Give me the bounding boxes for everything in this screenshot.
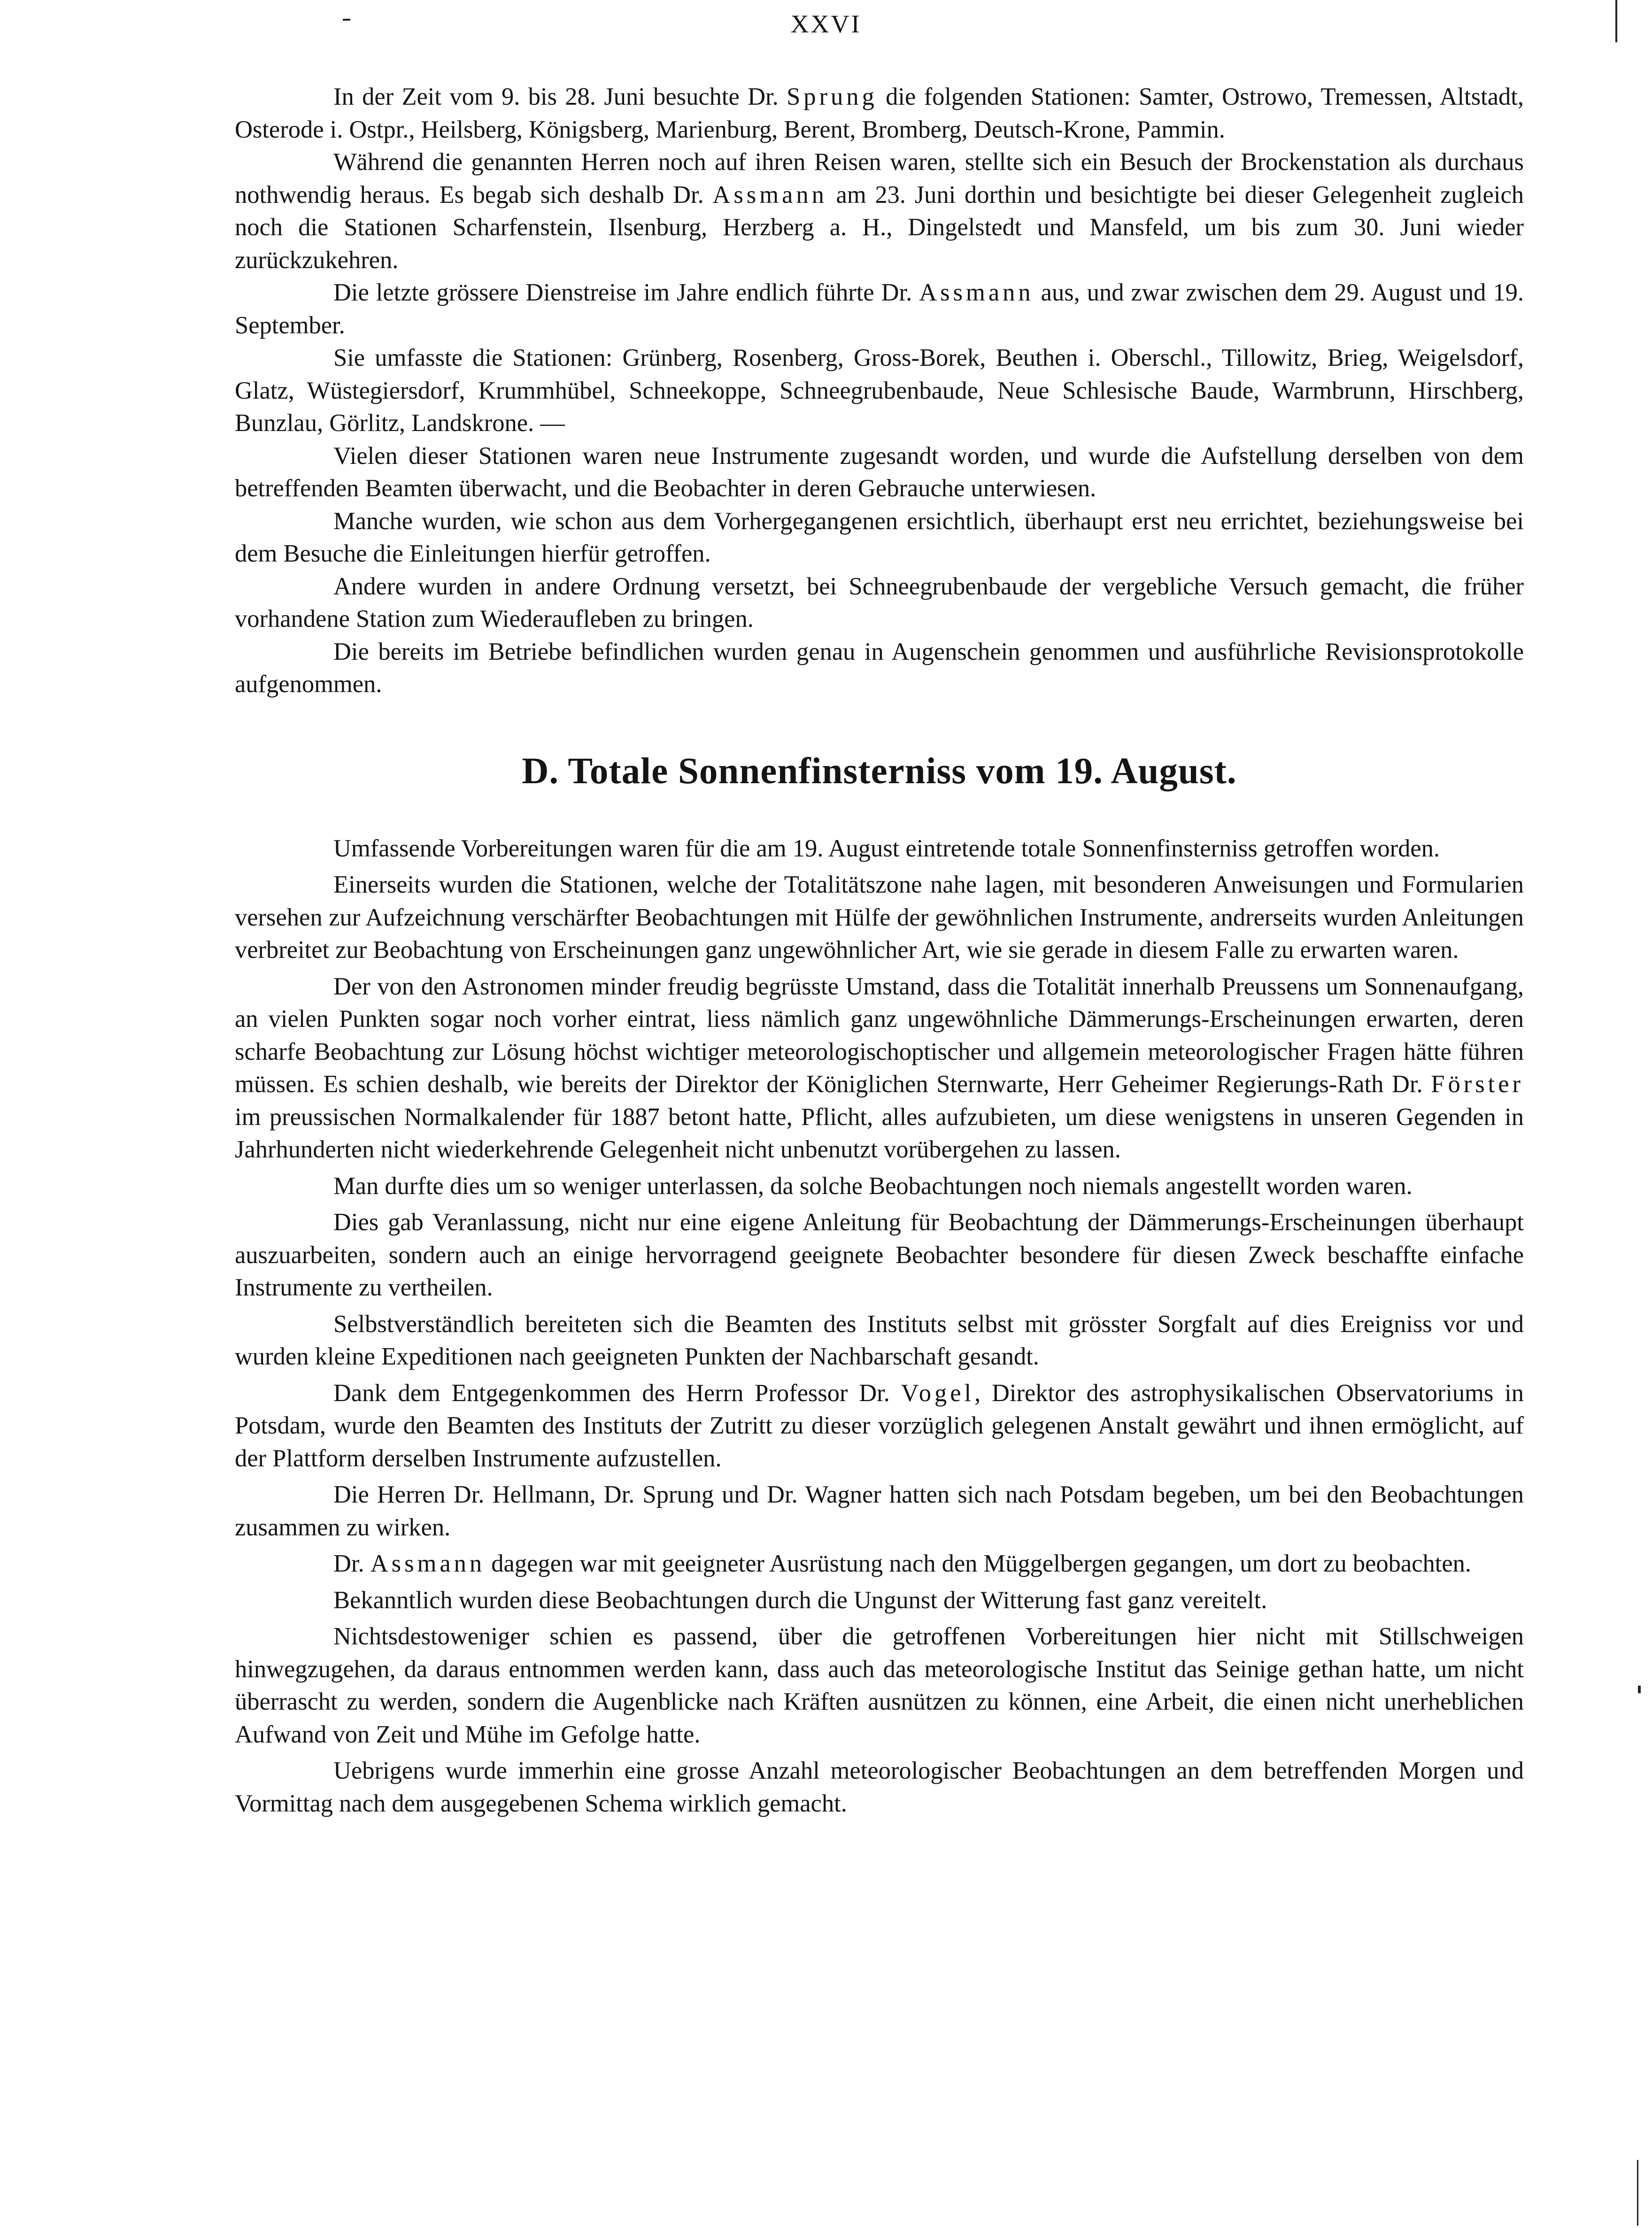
paragraph [235,1479,1524,1544]
text-run: dagegen war mit geeigneter Ausrüstung nach den Müggelbergen gegangen, um dort zu beobachten. [485,1550,1471,1577]
scan-edge-line [1637,2160,1638,2226]
text-run: Manche wurden, wie schon aus dem Vorhergegangenen ersichtlich, überhaupt erst neu errichtet, beziehungsweise bei dem Besuche die Einleitungen hierfür getroffen. [235,507,1524,567]
paragraph [235,1620,1524,1751]
paragraph [235,971,1524,1166]
paragraph [235,636,1524,701]
paragraph [235,1755,1524,1820]
paragraph [235,833,1524,865]
paragraph [235,342,1524,440]
paragraph [235,1206,1524,1304]
text-run: am 23. Juni dorthin und besichtigte bei dieser Gelegenheit zugleich noch die Stationen Scharfenstein, Ilsenburg, Herzberg a. H., Dingelstedt und Mansfeld, um bis zum 30. Juni wieder zurückzukehren. [235,181,1524,274]
text-run: aus, und zwar zwischen dem 29. August und 19. September. [235,279,1524,339]
text-run: Nichtsdestoweniger schien es passend, über die getroffenen Vorbereitungen hier nicht mit Stillschweigen hinwegzugehen, da daraus entnommen werden kann, dass auch das meteorologische Institut das Seinige gethan hatte, um nicht überrascht zu werden, sondern die Augenblicke nach Kräften ausnützen zu können, eine Arbeit, die einen nicht unerheblichen Aufwand von Zeit und Mühe im Gefolge hatte. [235,1623,1524,1748]
text-run: In der Zeit vom 9. bis 28. Juni besuchte Dr. [333,83,787,110]
paragraph [235,1170,1524,1203]
scan-edge-line [1615,0,1617,42]
text-run: Dank dem Entgegenkommen des Herrn Professor Dr. [333,1379,901,1407]
text-run: Selbstverständlich bereiteten sich die Beamten des Instituts selbst mit grösster Sorgfalt auf dies Ereigniss vor und wurden kleine Expeditionen nach geeigneten Punkten der Nachbarschaft gesandt. [235,1310,1524,1370]
spaced-name: Assmann [712,181,827,208]
spaced-name: Assmann [370,1550,486,1577]
text-run: Einerseits wurden die Stationen, welche der Totalitätszone nahe lagen, mit besonderen Anweisungen und Formularien versehen zur Aufzeichnung verschärfter Beobachtungen mit Hülfe der gewöhnlichen Instrumente, andrerseits wurden Anleitungen verbreitet zur Beobachtung von Erscheinungen ganz ungewöhnlicher Art, wie sie gerade in diesem Falle zu erwarten waren. [235,871,1524,964]
paragraph [235,1584,1524,1617]
paragraph [235,505,1524,570]
paragraph [235,146,1524,277]
text-run: Die Herren Dr. Hellmann, Dr. Sprung und Dr. Wagner hatten sich nach Potsdam begeben, um bei den Beobachtungen zusammen zu wirken. [235,1481,1524,1541]
paragraph [235,277,1524,342]
text-run: Dies gab Veranlassung, nicht nur eine eigene Anleitung für Beobachtung der Dämmerungs-Erscheinungen überhaupt auszuarbeiten, sondern auch an einige hervorragend geeignete Beobachter besondere für diesen Zweck beschaffte einfache Instrumente zu vertheilen. [235,1209,1524,1301]
text-run: Uebrigens wurde immerhin eine grosse Anzahl meteorologischer Beobachtungen an dem betreffenden Morgen und Vormittag nach dem ausgegebenen Schema wirklich gemacht. [235,1757,1524,1817]
text-run: im preussischen Normalkalender für 1887 betont hatte, Pflicht, alles aufzubieten, um diese wenigstens in unseren Gegenden in Jahrhunderten nicht wiederkehrende Gelegenheit nicht unbenutzt vorübergehen zu lassen. [235,1103,1524,1163]
text-run: Die letzte grössere Dienstreise im Jahre endlich führte Dr. [333,279,919,306]
paragraph [235,869,1524,967]
paragraph [235,81,1524,146]
section-heading: D. Totale Sonnenfinsterniss vom 19. August. [522,750,1237,792]
paragraph [235,570,1524,636]
spaced-name: Sprung [787,83,878,110]
paragraph [235,440,1524,505]
text-run: Die bereits im Betriebe befindlichen wurden genau in Augenschein genommen und ausführliche Revisionsprotokolle aufgenommen. [235,638,1524,698]
text-run: die folgenden Stationen: Samter, Ostrowo, Tremessen, Altstadt, Osterode i. Ostpr., Heilsberg, Königsberg, Marienburg, Berent, Bromberg, Deutsch-Krone, Pammin. [235,83,1524,143]
section-c-continuation [235,81,1524,701]
text-run: Umfassende Vorbereitungen waren für die am 19. August eintretende totale Sonnenfinsterniss getroffen worden. [333,834,1440,862]
text-run: Sie umfasste die Stationen: Grünberg, Rosenberg, Gross-Borek, Beuthen i. Oberschl., Tillowitz, Brieg, Weigelsdorf, Glatz, Wüstegiersdorf, Krummhübel, Schneekoppe, Schneegrubenbaude, Neue Schlesische Baude, Warmbrunn, Hirschberg, Bunzlau, Görlitz, Landskrone. — [235,344,1524,437]
text-run: Andere wurden in andere Ordnung versetzt, bei Schneegrubenbaude der vergebliche Versuch gemacht, die früher vorhandene Station zum Wiederaufleben zu bringen. [235,572,1524,632]
text-run: Während die genannten Herren noch auf ihren Reisen waren, stellte sich ein Besuch der Brockenstation als durchaus nothwendig heraus. Es begab sich deshalb Dr. [235,148,1524,208]
text-run: Der von den Astronomen minder freudig begrüsste Umstand, dass die Totalität innerhalb Preussens um Sonnenaufgang, an vielen Punkten sogar noch vorher eintrat, liess nämlich ganz ungewöhnliche Dämmerungs-Erscheinungen erwarten, deren scharfe Beobachtung zur Lösung höchst wichtiger meteorologischoptischer und allgemein meteorologischer Fragen hätte führen müssen. Es schien deshalb, wie bereits der Direktor der Königlichen Sternwarte, Herr Geheimer Regierungs-Rath Dr. [235,972,1524,1098]
section-d-body [235,833,1524,1820]
text-run: Man durfte dies um so weniger unterlassen, da solche Beobachtungen noch niemals angestellt worden waren. [333,1172,1413,1200]
scan-speck [1638,1686,1641,1693]
paragraph [235,1308,1524,1373]
text-run: , Direktor des astrophysikalischen Observatoriums in Potsdam, wurde den Beamten des Instituts der Zutritt zu dieser vorzüglich gelegenen Anstalt gewährt und ihnen ermöglicht, auf der Plattform derselben Instrumente aufzustellen. [235,1379,1524,1472]
text-run: Dr. [333,1550,371,1577]
spaced-name: Vogel [901,1379,975,1407]
scan-speck [343,19,350,21]
paragraph [235,1548,1524,1580]
page-number: XXVI [790,10,862,38]
paragraph [235,1377,1524,1475]
spaced-name: Förster [1431,1071,1524,1098]
spaced-name: Assmann [919,279,1034,306]
body-text [235,81,1524,1824]
text-run: Vielen dieser Stationen waren neue Instrumente zugesandt worden, und wurde die Aufstellung derselben von dem betreffenden Beamten überwacht, und die Beobachter in deren Gebrauche unterwiesen. [235,442,1524,502]
text-run: Bekanntlich wurden diese Beobachtungen durch die Ungunst der Witterung fast ganz vereitelt. [333,1586,1267,1614]
